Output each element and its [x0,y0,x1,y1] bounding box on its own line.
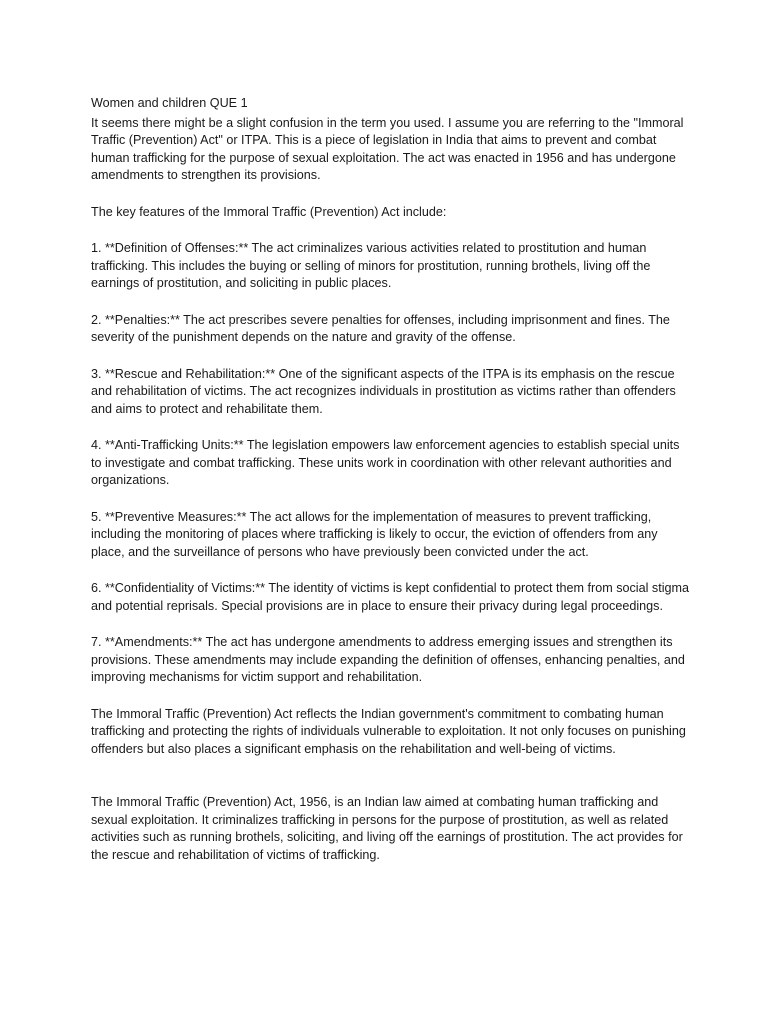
paragraph-spacer [91,758,691,794]
paragraph-spacer [91,615,691,634]
intro-paragraph: It seems there might be a slight confusion in the term you used. I assume you are referring to the "Immoral Traffic (Prevention) Act" or ITPA. This is a piece of legislation in India that aims to prevent and combat human trafficking for the purpose of sexual exploitation. The act was enacted in 1956 and has undergone amendments to strengthen its provisions. [91,115,684,182]
feature-item-definition-of-offenses: 1. **Definition of Offenses:** The act criminalizes various activities related to prostitution and human trafficking. This includes the buying or selling of minors for prostitution, running brothels, living off the earnings of prostitution, and soliciting in public places. [91,241,651,290]
document-page [91,95,691,864]
paragraph-spacer [91,221,691,240]
summary-paragraph: The Immoral Traffic (Prevention) Act, 1956, is an Indian law aimed at combating human trafficking and sexual exploitation. It criminalizes trafficking in persons for the purpose of prostitution, as well as related activities such as running brothels, soliciting, and living off the earnings of prostitution. The act provides for the rescue and rehabilitation of victims of trafficking. [91,795,683,862]
paragraph-spacer [91,561,691,580]
conclusion-paragraph: The Immoral Traffic (Prevention) Act reflects the Indian government's commitment to combating human trafficking and protecting the rights of individuals vulnerable to exploitation. It not only focuses on punishing offenders but also places a significant emphasis on the rehabilitation and well-being of victims. [91,706,686,756]
paragraph-spacer [91,687,691,706]
paragraph-spacer [91,185,691,204]
features-heading: The key features of the Immoral Traffic (Prevention) Act include: [91,204,447,219]
feature-item-confidentiality-of-victims: 6. **Confidentiality of Victims:** The identity of victims is kept confidential to protect them from social stigma and potential reprisals. Special provisions are in place to ensure their privacy during legal proceedings. [91,581,689,613]
document-title: Women and children QUE 1 [91,96,248,110]
paragraph-spacer [91,490,691,509]
feature-item-anti-trafficking-units: 4. **Anti-Trafficking Units:** The legislation empowers law enforcement agencies to establish special units to investigate and combat trafficking. These units work in coordination with other relevant authorities and organizations. [91,438,680,487]
feature-item-amendments: 7. **Amendments:** The act has undergone amendments to address emerging issues and strengthen its provisions. These amendments may include expanding the definition of offenses, enhancing penalties, and improving mechanisms for victim support and rehabilitation. [91,635,685,684]
feature-item-preventive-measures: 5. **Preventive Measures:** The act allows for the implementation of measures to prevent trafficking, including the monitoring of places where trafficking is likely to occur, the eviction of offenders from any place, and the surveillance of persons who have previously been convicted under the act. [91,509,658,559]
feature-item-rescue-and-rehabilitation: 3. **Rescue and Rehabilitation:** One of the significant aspects of the ITPA is its emphasis on the rescue and rehabilitation of victims. The act recognizes individuals in prostitution as victims rather than offenders and aims to protect and rehabilitate them. [91,366,676,416]
paragraph-spacer [91,418,691,437]
paragraph-spacer [91,347,691,366]
paragraph-spacer [91,293,691,312]
feature-item-penalties: 2. **Penalties:** The act prescribes severe penalties for offenses, including imprisonment and fines. The severity of the punishment depends on the nature and gravity of the offense. [91,312,670,344]
